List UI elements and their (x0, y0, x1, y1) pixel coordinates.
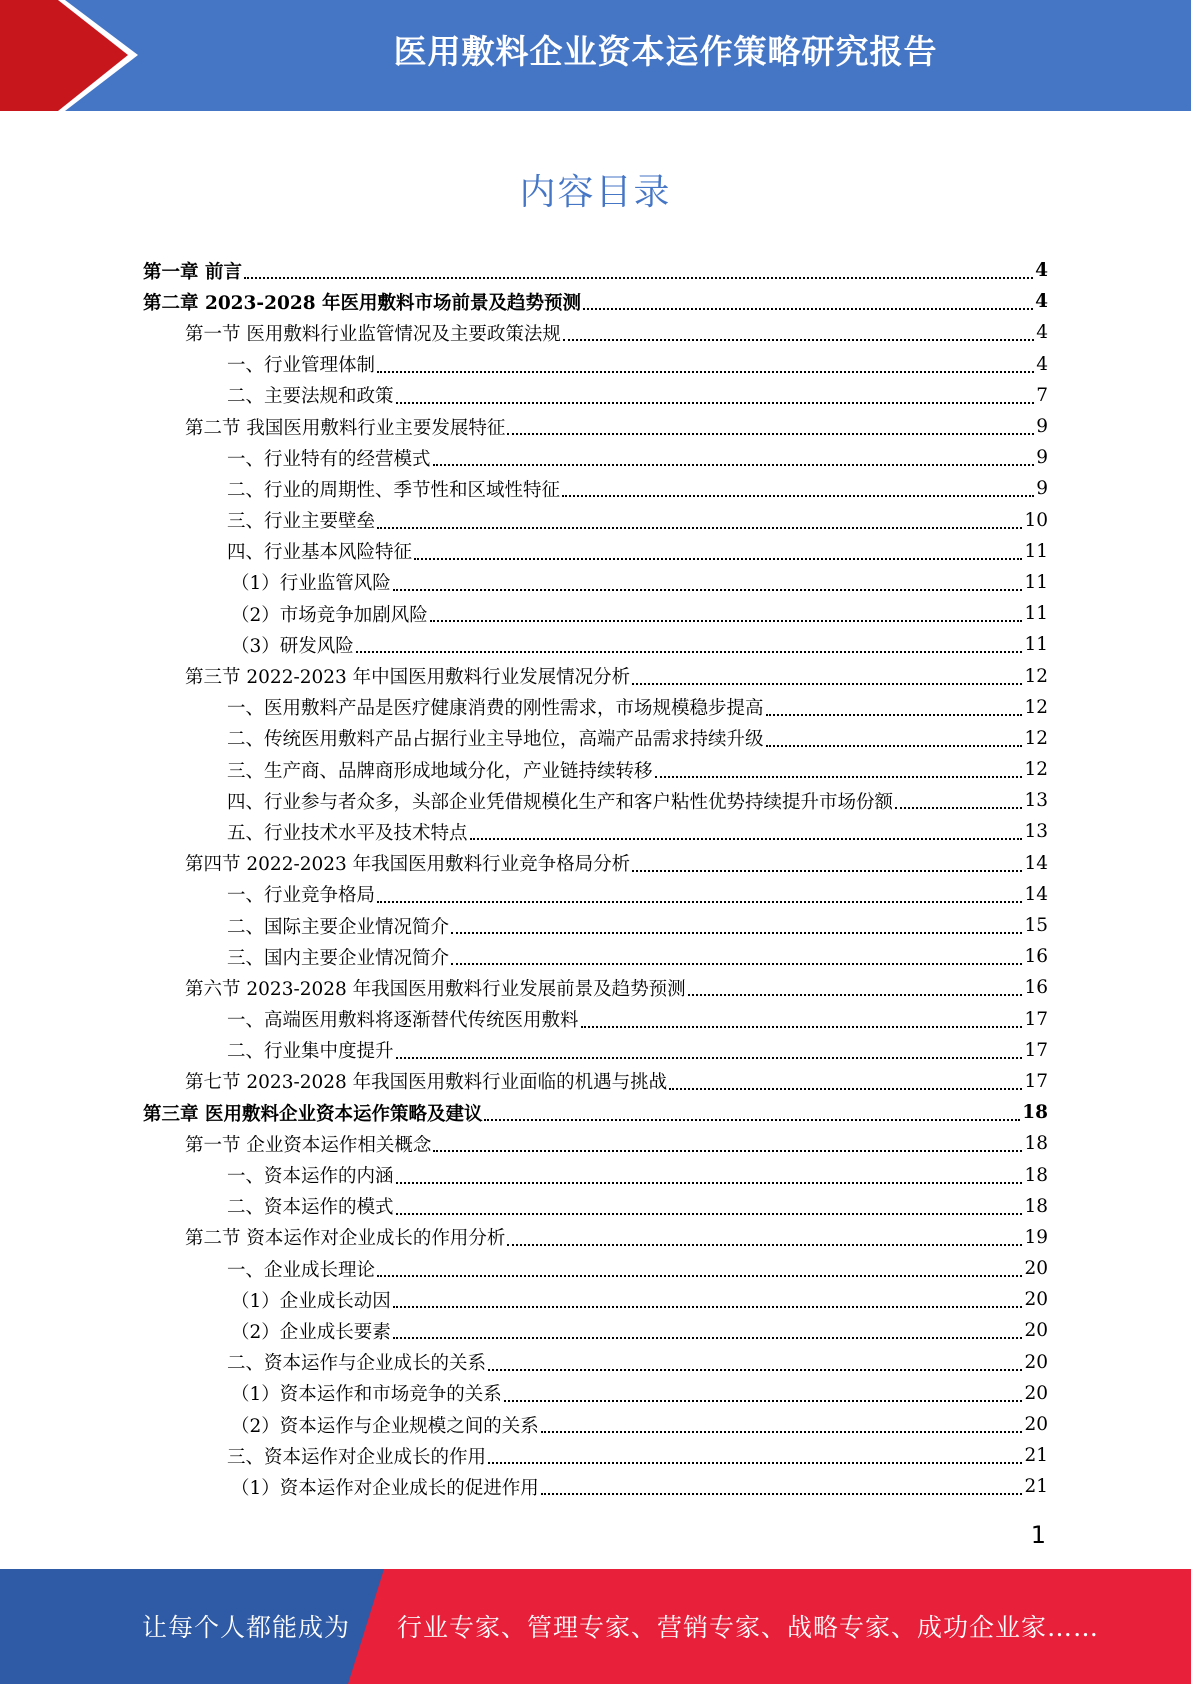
toc-entry[interactable] (143, 536, 1048, 567)
toc-entry[interactable] (143, 816, 1048, 847)
toc-entry-page: 13 (1024, 790, 1048, 812)
toc-entry-title: 第二节 我国医用敷料行业主要发展特征 (185, 417, 506, 439)
toc-entry-title: 二、资本运作的模式 (227, 1197, 394, 1219)
toc-entry-page: 11 (1024, 634, 1048, 656)
toc-entry-title: 第一章 前言 (143, 261, 242, 283)
toc-dot-leader (393, 1305, 1023, 1308)
toc-entry-title: 二、主要法规和政策 (227, 386, 394, 408)
toc-entry-title: 二、行业的周期性、季节性和区域性特征 (227, 479, 561, 501)
toc-entry-title: 第六节 2023-2028 年我国医用敷料行业发展前景及趋势预测 (185, 978, 686, 1000)
toc-entry-page: 7 (1036, 384, 1048, 406)
toc-entry[interactable] (143, 1222, 1048, 1253)
footer-banner (0, 1569, 1191, 1684)
toc-entry-page: 4 (1036, 353, 1048, 375)
toc-dot-leader (396, 1056, 1023, 1059)
toc-entry-page: 11 (1024, 540, 1048, 562)
toc-entry-page: 9 (1036, 447, 1048, 469)
toc-entry-page: 12 (1024, 727, 1048, 749)
toc-entry-page: 17 (1024, 1039, 1048, 1061)
toc-entry-page: 13 (1024, 821, 1048, 843)
toc-dot-leader (563, 338, 1034, 341)
toc-dot-leader (488, 1461, 1022, 1464)
toc-entry-title: 四、行业参与者众多，头部企业凭借规模化生产和客户粘性优势持续提升市场份额 (227, 791, 894, 813)
toc-entry-title: 第一节 医用敷料行业监管情况及主要政策法规 (185, 323, 561, 345)
toc-dot-leader (451, 931, 1022, 934)
toc-dot-leader (581, 1025, 1023, 1028)
toc-entry[interactable] (143, 754, 1048, 785)
toc-entry-page: 16 (1024, 946, 1048, 968)
toc-entry-title: 三、行业主要壁垒 (227, 511, 376, 533)
toc-entry-page: 16 (1024, 977, 1048, 999)
toc-dot-leader (562, 494, 1034, 497)
table-of-contents (143, 255, 1048, 1503)
toc-entry-title: 三、国内主要企业情况简介 (227, 947, 450, 969)
toc-entry-title: 第三章 医用敷料企业资本运作策略及建议 (143, 1103, 483, 1125)
toc-entry-title: 一、行业管理体制 (227, 355, 376, 377)
toc-entry-page: 9 (1036, 478, 1048, 500)
toc-dot-leader (766, 713, 1023, 716)
toc-entry[interactable] (143, 1253, 1048, 1284)
toc-dot-leader (669, 1087, 1022, 1090)
toc-dot-leader (688, 993, 1023, 996)
toc-dot-leader (583, 307, 1033, 310)
toc-dot-leader (470, 837, 1023, 840)
toc-entry-page: 21 (1024, 1445, 1048, 1467)
toc-dot-leader (541, 1430, 1023, 1433)
toc-entry[interactable] (143, 1347, 1048, 1378)
toc-entry[interactable] (143, 848, 1048, 879)
toc-entry-page: 4 (1035, 291, 1048, 313)
toc-dot-leader (484, 1118, 1020, 1121)
toc-entry-page: 18 (1024, 1164, 1048, 1186)
toc-dot-leader (632, 869, 1022, 872)
toc-entry-title: （2）企业成长要素 (231, 1321, 391, 1343)
toc-entry[interactable] (143, 660, 1048, 691)
toc-entry-title: （2）市场竞争加剧风险 (231, 604, 428, 626)
toc-entry[interactable] (143, 1159, 1048, 1190)
toc-entry[interactable] (143, 1471, 1048, 1502)
toc-entry-page: 12 (1024, 665, 1048, 687)
toc-dot-leader (377, 1274, 1022, 1277)
toc-dot-leader (488, 1368, 1022, 1371)
toc-entry-title: 四、行业基本风险特征 (227, 542, 413, 564)
toc-dot-leader (541, 1492, 1023, 1495)
toc-entry[interactable] (143, 286, 1048, 317)
toc-entry-title: 三、资本运作对企业成长的作用 (227, 1446, 487, 1468)
toc-entry[interactable] (143, 255, 1048, 286)
toc-entry[interactable] (143, 1128, 1048, 1159)
toc-entry[interactable] (143, 349, 1048, 380)
header-arrow-decoration (0, 0, 160, 111)
toc-entry[interactable] (143, 505, 1048, 536)
toc-dot-leader (393, 588, 1023, 591)
toc-dot-leader (655, 775, 1023, 778)
toc-dot-leader (396, 1212, 1023, 1215)
toc-dot-leader (504, 1399, 1023, 1402)
toc-entry-title: （2）资本运作与企业规模之间的关系 (231, 1415, 539, 1437)
footer-slogan-right: 行业专家、管理专家、营销专家、战略专家、成功企业家…… (397, 1613, 1100, 1642)
toc-entry-page: 4 (1035, 260, 1048, 282)
toc-entry-title: 五、行业技术水平及技术特点 (227, 822, 468, 844)
toc-entry-page: 15 (1024, 915, 1048, 937)
toc-entry-title: 三、生产商、品牌商形成地域分化，产业链持续转移 (227, 760, 653, 782)
toc-dot-leader (507, 432, 1034, 435)
toc-dot-leader (507, 1243, 1022, 1246)
toc-entry[interactable] (143, 723, 1048, 754)
toc-entry[interactable] (143, 442, 1048, 473)
toc-entry-page: 17 (1024, 1070, 1048, 1092)
toc-entry-page: 4 (1036, 322, 1048, 344)
toc-entry-title: （1）资本运作对企业成长的促进作用 (231, 1477, 539, 1499)
toc-entry-title: 第一节 企业资本运作相关概念 (185, 1134, 432, 1156)
header-banner (0, 0, 1191, 111)
toc-dot-leader (377, 370, 1034, 373)
toc-entry[interactable] (143, 785, 1048, 816)
toc-dot-leader (377, 526, 1022, 529)
toc-entry-page: 18 (1024, 1195, 1048, 1217)
toc-entry-title: （1）资本运作和市场竞争的关系 (231, 1384, 502, 1406)
toc-entry-title: 二、传统医用敷料产品占据行业主导地位，高端产品需求持续升级 (227, 729, 764, 751)
toc-entry-page: 19 (1024, 1226, 1048, 1248)
toc-entry-page: 14 (1024, 852, 1048, 874)
toc-entry-page: 20 (1024, 1258, 1048, 1280)
toc-entry-title: 第三节 2022-2023 年中国医用敷料行业发展情况分析 (185, 667, 631, 689)
toc-entry-title: 二、国际主要企业情况简介 (227, 916, 450, 938)
toc-dot-leader (396, 401, 1035, 404)
toc-dot-leader (430, 619, 1023, 622)
toc-entry-title: 一、行业竞争格局 (227, 885, 376, 907)
toc-dot-leader (632, 682, 1022, 685)
toc-entry-title: 第四节 2022-2023 年我国医用敷料行业竞争格局分析 (185, 854, 631, 876)
toc-entry[interactable] (143, 941, 1048, 972)
toc-dot-leader (393, 1336, 1023, 1339)
toc-entry[interactable] (143, 411, 1048, 442)
toc-entry-page: 14 (1024, 883, 1048, 905)
footer-slogan-left: 让每个人都能成为 (142, 1613, 351, 1642)
toc-entry[interactable] (143, 1035, 1048, 1066)
toc-entry-title: 一、高端医用敷料将逐渐替代传统医用敷料 (227, 1010, 579, 1032)
toc-entry[interactable] (143, 972, 1048, 1003)
toc-entry-title: （3）研发风险 (231, 635, 354, 657)
toc-entry-page: 20 (1024, 1351, 1048, 1373)
toc-entry[interactable] (143, 1097, 1048, 1128)
toc-entry-page: 17 (1024, 1008, 1048, 1030)
toc-entry-title: 一、资本运作的内涵 (227, 1166, 394, 1188)
toc-entry-page: 11 (1024, 603, 1048, 625)
toc-entry[interactable] (143, 692, 1048, 723)
toc-entry-page: 20 (1024, 1414, 1048, 1436)
toc-entry[interactable] (143, 1004, 1048, 1035)
toc-dot-leader (244, 276, 1033, 279)
toc-entry[interactable] (143, 380, 1048, 411)
toc-entry[interactable] (143, 1409, 1048, 1440)
toc-entry[interactable] (143, 1378, 1048, 1409)
toc-entry-title: 第七节 2023-2028 年我国医用敷料行业面临的机遇与挑战 (185, 1072, 668, 1094)
toc-entry-title: 第二节 资本运作对企业成长的作用分析 (185, 1228, 506, 1250)
toc-entry[interactable] (143, 1315, 1048, 1346)
toc-entry-page: 10 (1024, 509, 1048, 531)
toc-dot-leader (451, 962, 1022, 965)
toc-entry-page: 20 (1024, 1320, 1048, 1342)
toc-entry-page: 12 (1024, 759, 1048, 781)
toc-entry-page: 18 (1024, 1133, 1048, 1155)
report-title: 医用敷料企业资本运作策略研究报告 (393, 32, 938, 71)
toc-heading: 内容目录 (519, 172, 672, 213)
toc-entry-page: 12 (1024, 696, 1048, 718)
toc-entry[interactable] (143, 910, 1048, 941)
toc-entry-title: 二、行业集中度提升 (227, 1041, 394, 1063)
toc-dot-leader (414, 557, 1022, 560)
toc-entry-title: 二、资本运作与企业成长的关系 (227, 1353, 487, 1375)
toc-entry-page: 20 (1024, 1382, 1048, 1404)
toc-entry[interactable] (143, 317, 1048, 348)
toc-dot-leader (433, 1149, 1022, 1152)
toc-entry[interactable] (143, 473, 1048, 504)
toc-entry[interactable] (143, 567, 1048, 598)
toc-entry-title: 一、医用敷料产品是医疗健康消费的刚性需求，市场规模稳步提高 (227, 698, 764, 720)
toc-dot-leader (433, 463, 1035, 466)
toc-entry[interactable] (143, 629, 1048, 660)
toc-entry-page: 11 (1024, 571, 1048, 593)
page-number: 1 (1030, 1521, 1046, 1549)
toc-entry-title: （1）行业监管风险 (231, 573, 391, 595)
toc-dot-leader (766, 744, 1023, 747)
toc-entry-title: （1）企业成长动因 (231, 1290, 391, 1312)
toc-entry[interactable] (143, 1066, 1048, 1097)
toc-entry[interactable] (143, 1284, 1048, 1315)
toc-entry[interactable] (143, 879, 1048, 910)
toc-entry-page: 9 (1036, 416, 1048, 438)
toc-dot-leader (356, 650, 1023, 653)
toc-entry-title: 第二章 2023-2028 年医用敷料市场前景及趋势预测 (143, 292, 582, 314)
toc-dot-leader (895, 806, 1022, 809)
toc-entry-page: 21 (1024, 1476, 1048, 1498)
toc-entry[interactable] (143, 598, 1048, 629)
toc-entry[interactable] (143, 1191, 1048, 1222)
toc-dot-leader (396, 1181, 1023, 1184)
toc-dot-leader (377, 900, 1022, 903)
toc-entry-page: 18 (1022, 1102, 1048, 1124)
toc-entry-page: 20 (1024, 1289, 1048, 1311)
toc-entry-title: 一、行业特有的经营模式 (227, 448, 431, 470)
toc-entry-title: 一、企业成长理论 (227, 1259, 376, 1281)
toc-entry[interactable] (143, 1440, 1048, 1471)
